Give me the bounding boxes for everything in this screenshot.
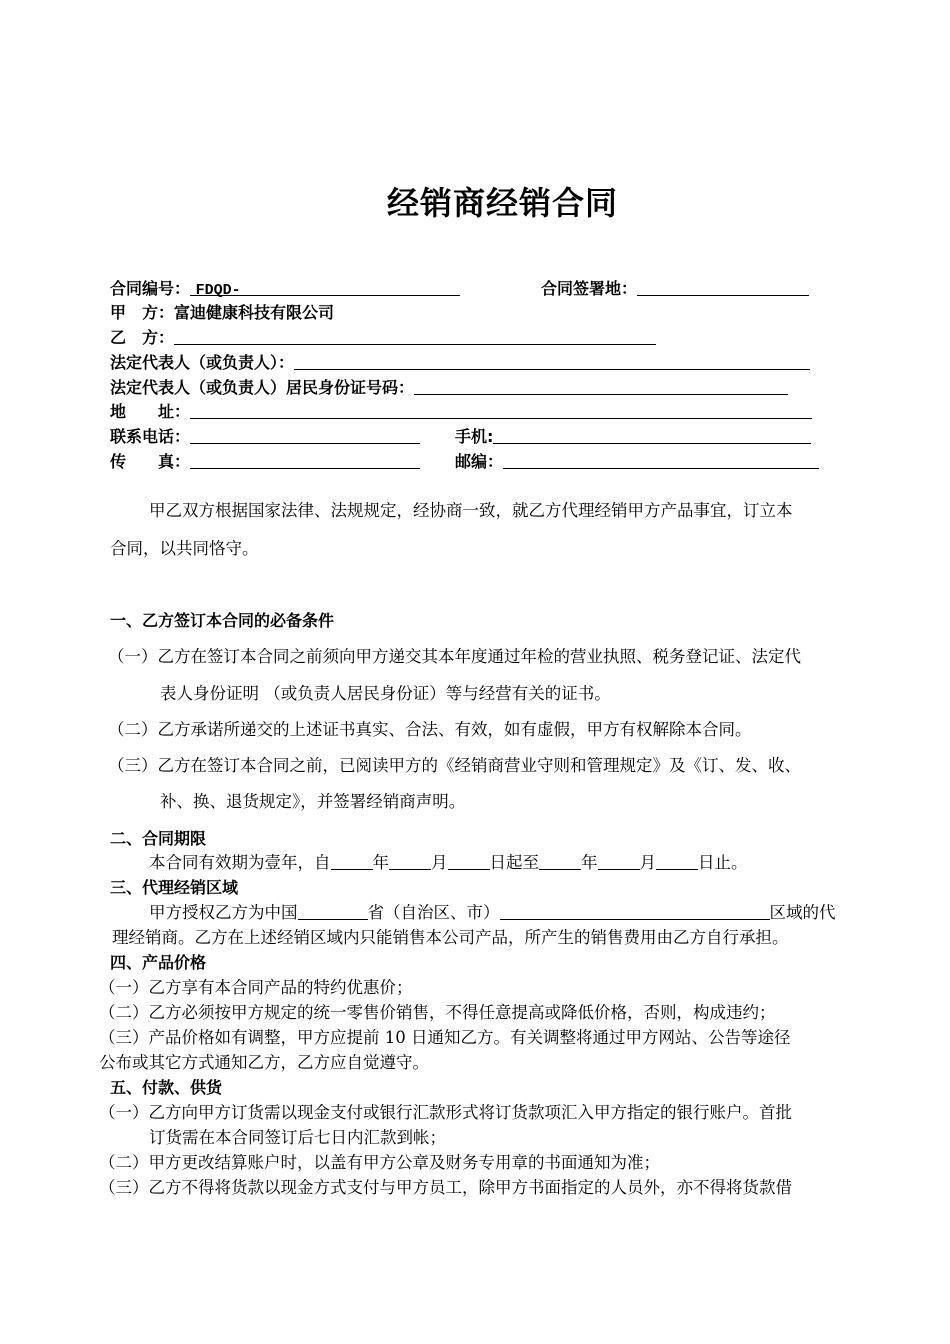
section-5-item-3: （三）乙方不得将货款以现金方式支付与甲方员工，除甲方书面指定的人员外，亦不得将货款借 xyxy=(99,1178,792,1197)
contract-number-label: 合同编号： xyxy=(110,279,191,298)
legal-rep-id-field xyxy=(414,376,788,395)
section-1-item-1-line-1: （一）乙方在签订本合同之前须向甲方递交其本年度通过年检的营业执照、税务登记证、法定代 xyxy=(108,647,801,666)
region-field xyxy=(500,901,770,920)
address-label: 地 址： xyxy=(110,402,191,421)
section-2-heading: 二、合同期限 xyxy=(110,829,207,848)
legal-rep-field xyxy=(294,351,810,370)
section-1-heading: 一、乙方签订本合同的必备条件 xyxy=(110,611,335,630)
start-year-label: 年 xyxy=(372,853,389,872)
legal-rep-id-label: 法定代表人（或负责人）居民身份证号码： xyxy=(110,378,415,397)
section-1-item-2: （二）乙方承诺所递交的上述证书真实、合法、有效，如有虚假，甲方有权解除本合同。 xyxy=(108,720,752,739)
end-day-field xyxy=(656,851,698,870)
section-4-heading: 四、产品价格 xyxy=(110,953,207,972)
section-1-item-1-line-2: 表人身份证明 （或负责人居民身份证）等与经营有关的证书。 xyxy=(160,684,611,703)
party-b-row xyxy=(110,326,656,350)
sign-place-row xyxy=(541,277,809,301)
postcode-label: 邮编： xyxy=(455,452,504,471)
end-month-label: 月 xyxy=(639,853,656,872)
sign-place-label: 合同签署地： xyxy=(541,279,638,298)
mobile-field xyxy=(493,425,811,444)
section-3-heading: 三、代理经销区域 xyxy=(110,878,239,897)
section-4-item-3-line-1: （三）产品价格如有调整，甲方应提前 10 日通知乙方。有关调整将通过甲方网站、公告等途径 xyxy=(99,1028,791,1047)
phone-field xyxy=(190,425,420,444)
start-month-label: 月 xyxy=(431,853,448,872)
party-b-label: 乙 方： xyxy=(110,328,175,347)
section-1-item-3-line-2: 补、换、退货规定》，并签署经销商声明。 xyxy=(160,792,466,811)
fax-field xyxy=(190,450,420,469)
party-b-field xyxy=(174,326,656,345)
section-4-item-3-line-2: 公布或其它方式通知乙方，乙方应自觉遵守。 xyxy=(99,1053,429,1072)
legal-rep-row xyxy=(110,351,810,375)
party-a-label: 甲 方： xyxy=(110,303,175,322)
mobile-label: 手机: xyxy=(455,427,494,446)
intro-line-2: 合同，以共同恪守。 xyxy=(110,539,259,558)
start-month-field xyxy=(389,851,431,870)
start-year-field xyxy=(331,851,373,870)
end-month-field xyxy=(598,851,640,870)
section-5-heading: 五、付款、供货 xyxy=(110,1078,223,1097)
phone-row xyxy=(110,425,420,449)
region-text-b: 省（自治区、市） xyxy=(367,903,500,922)
contract-number-field xyxy=(190,277,460,299)
contract-number-value: FDQD- xyxy=(195,282,241,299)
contract-number-row xyxy=(110,277,460,301)
document-title: 经销商经销合同 xyxy=(386,184,618,222)
address-field xyxy=(190,400,812,419)
region-text-a: 甲方授权乙方为中国 xyxy=(149,903,298,922)
region-text-c: 区域的代 xyxy=(769,903,836,922)
section-1-item-3-line-1: （三）乙方在签订本合同之前，已阅读甲方的《经销商营业守则和管理规定》及《订、发、收、 xyxy=(108,756,801,775)
end-year-field xyxy=(539,851,581,870)
legal-rep-label: 法定代表人（或负责人）： xyxy=(110,353,295,372)
section-3-line-1 xyxy=(149,901,836,925)
sign-place-field xyxy=(637,277,809,296)
address-row xyxy=(110,400,812,424)
section-4-item-2: （二）乙方必须按甲方规定的统一零售价销售，不得任意提高或降低价格，否则，构成违约； xyxy=(99,1003,776,1022)
fax-label: 传 真： xyxy=(110,452,191,471)
party-a-value: 富迪健康科技有限公司 xyxy=(174,303,335,322)
end-day-label: 日止。 xyxy=(698,853,748,872)
postcode-field xyxy=(503,450,819,469)
mobile-row xyxy=(455,425,811,449)
section-5-item-1-line-1: （一）乙方向甲方订货需以现金支付或银行汇款形式将订货款项汇入甲方指定的银行账户。首批 xyxy=(99,1103,792,1122)
section-5-item-1-line-2: 订货需在本合同签订后七日内汇款到帐； xyxy=(149,1128,446,1147)
province-field xyxy=(298,901,368,920)
postcode-row xyxy=(455,450,819,474)
legal-rep-id-row xyxy=(110,376,788,400)
fax-row xyxy=(110,450,420,474)
start-day-field xyxy=(448,851,490,870)
section-5-item-2: （二）甲方更改结算账户时，以盖有甲方公章及财务专用章的书面通知为准； xyxy=(99,1153,660,1172)
start-day-label: 日起至 xyxy=(489,853,539,872)
section-2-term xyxy=(149,851,748,875)
end-year-label: 年 xyxy=(581,853,598,872)
phone-label: 联系电话： xyxy=(110,427,191,446)
section-4-item-1: （一）乙方享有本合同产品的特约优惠价； xyxy=(99,978,413,997)
party-a-row xyxy=(110,301,334,325)
intro-line-1: 甲乙双方根据国家法律、法规规定，经协商一致，就乙方代理经销甲方产品事宜，订立本 xyxy=(149,501,793,520)
section-3-line-2: 理经销商。乙方在上述经销区域内只能销售本公司产品，所产生的销售费用由乙方自行承担。 xyxy=(112,928,789,947)
term-text: 本合同有效期为壹年，自 xyxy=(149,853,331,872)
